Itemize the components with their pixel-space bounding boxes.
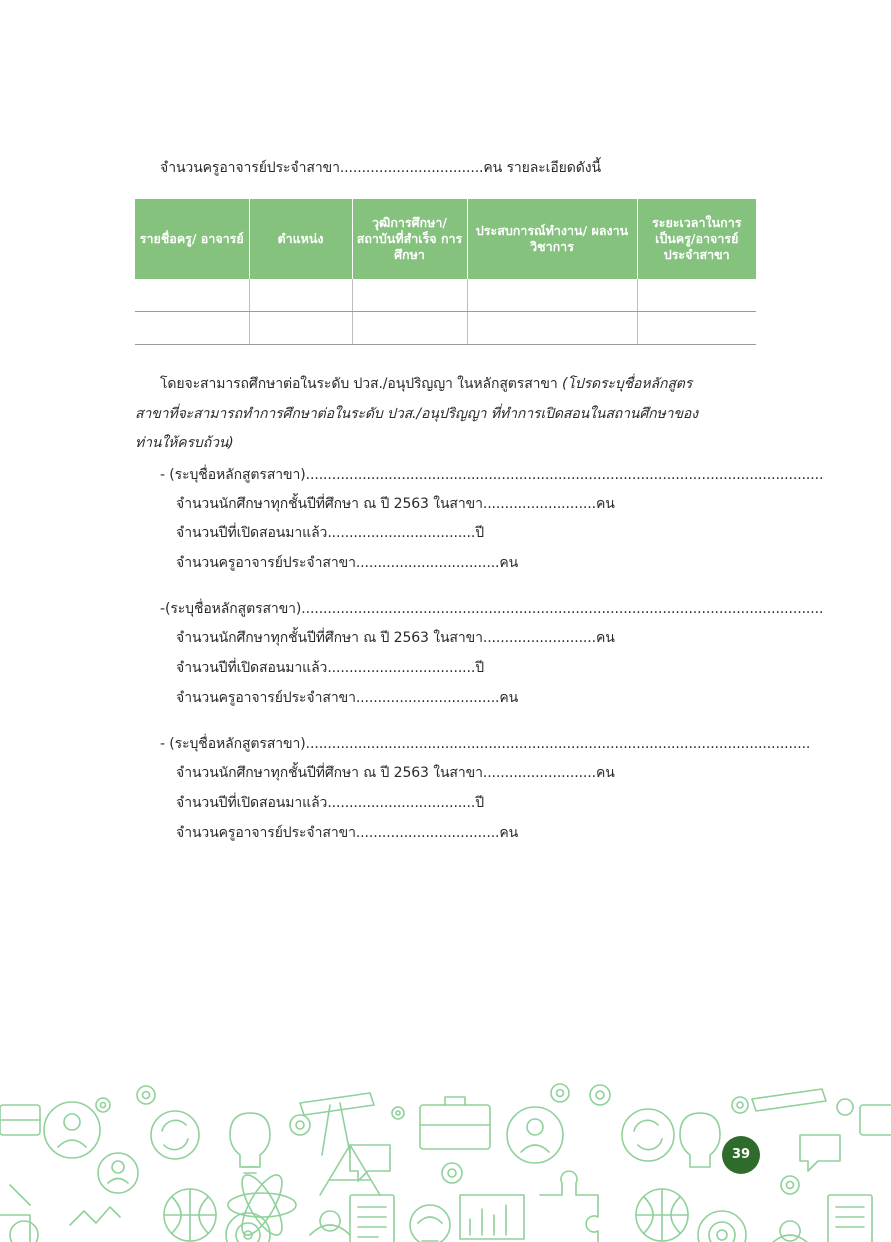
- table-cell: [352, 279, 467, 312]
- header-experience: ประสบการณ์ทำงาน/ ผลงานวิชาการ: [467, 199, 637, 279]
- table-header-row: [135, 199, 756, 279]
- header-tenure: ระยะเวลาในการ เป็นครู/อาจารย์ ประจำสาขา: [637, 199, 756, 279]
- program-1-years: จำนวนปีที่เปิดสอนมาแล้ว..................................ปี: [176, 525, 485, 541]
- table-row: [135, 312, 756, 345]
- continuation-line-1: [160, 374, 692, 394]
- program-2-title: -(ระบุชื่อหลักสูตรสาขา)........................................................................................................................: [160, 601, 824, 617]
- intro-line: จำนวนครูอาจารย์ประจำสาขา.................................คน รายละเอียดดังนี้: [160, 160, 601, 176]
- table-cell: [352, 312, 467, 345]
- continuation-note-3: ท่านให้ครบถ้วน): [135, 435, 234, 451]
- header-teacher-name: รายชื่อครู/ อาจารย์: [135, 199, 249, 279]
- program-1-title: - (ระบุชื่อหลักสูตรสาขา).......................................................................................................................: [160, 467, 824, 483]
- page-number-badge: [721, 1135, 761, 1175]
- program-3-teachers: จำนวนครูอาจารย์ประจำสาขา.................................คน: [176, 825, 519, 841]
- table-row: [135, 279, 756, 312]
- program-3-students: จำนวนนักศึกษาทุกชั้นปีที่ศึกษา ณ ปี 2563 ในสาขา..........................คน: [176, 765, 615, 781]
- program-3-years: จำนวนปีที่เปิดสอนมาแล้ว..................................ปี: [176, 795, 485, 811]
- table-cell: [249, 279, 352, 312]
- header-position: ตำแหน่ง: [249, 199, 352, 279]
- table-cell: [135, 312, 249, 345]
- table-cell: [249, 312, 352, 345]
- continuation-lead: โดยจะสามารถศึกษาต่อในระดับ ปวส./อนุปริญญา ในหลักสูตรสาขา: [160, 376, 563, 392]
- program-2-years: จำนวนปีที่เปิดสอนมาแล้ว..................................ปี: [176, 660, 485, 676]
- table-cell: [637, 312, 756, 345]
- table-cell: [637, 279, 756, 312]
- table-cell: [135, 279, 249, 312]
- program-1-teachers: จำนวนครูอาจารย์ประจำสาขา.................................คน: [176, 555, 519, 571]
- table-cell: [467, 279, 637, 312]
- continuation-note-2: สาขาที่จะสามารถทำการศึกษาต่อในระดับ ปวส./อนุปริญญา ที่ทำการเปิดสอนในสถานศึกษาของ: [135, 406, 698, 422]
- program-3-title: - (ระบุชื่อหลักสูตรสาขา)....................................................................................................................: [160, 736, 811, 752]
- table-cell: [467, 312, 637, 345]
- program-2-teachers: จำนวนครูอาจารย์ประจำสาขา.................................คน: [176, 690, 519, 706]
- program-2-students: จำนวนนักศึกษาทุกชั้นปีที่ศึกษา ณ ปี 2563 ในสาขา..........................คน: [176, 630, 615, 646]
- staff-table: [135, 199, 756, 345]
- header-education: วุฒิการศึกษา/ สถาบันที่สำเร็จ การศึกษา: [352, 199, 467, 279]
- page-number: 39: [731, 1147, 751, 1162]
- continuation-note-1: (โปรดระบุชื่อหลักสูตร: [562, 376, 693, 392]
- program-1-students: จำนวนนักศึกษาทุกชั้นปีที่ศึกษา ณ ปี 2563 ในสาขา..........................คน: [176, 496, 615, 512]
